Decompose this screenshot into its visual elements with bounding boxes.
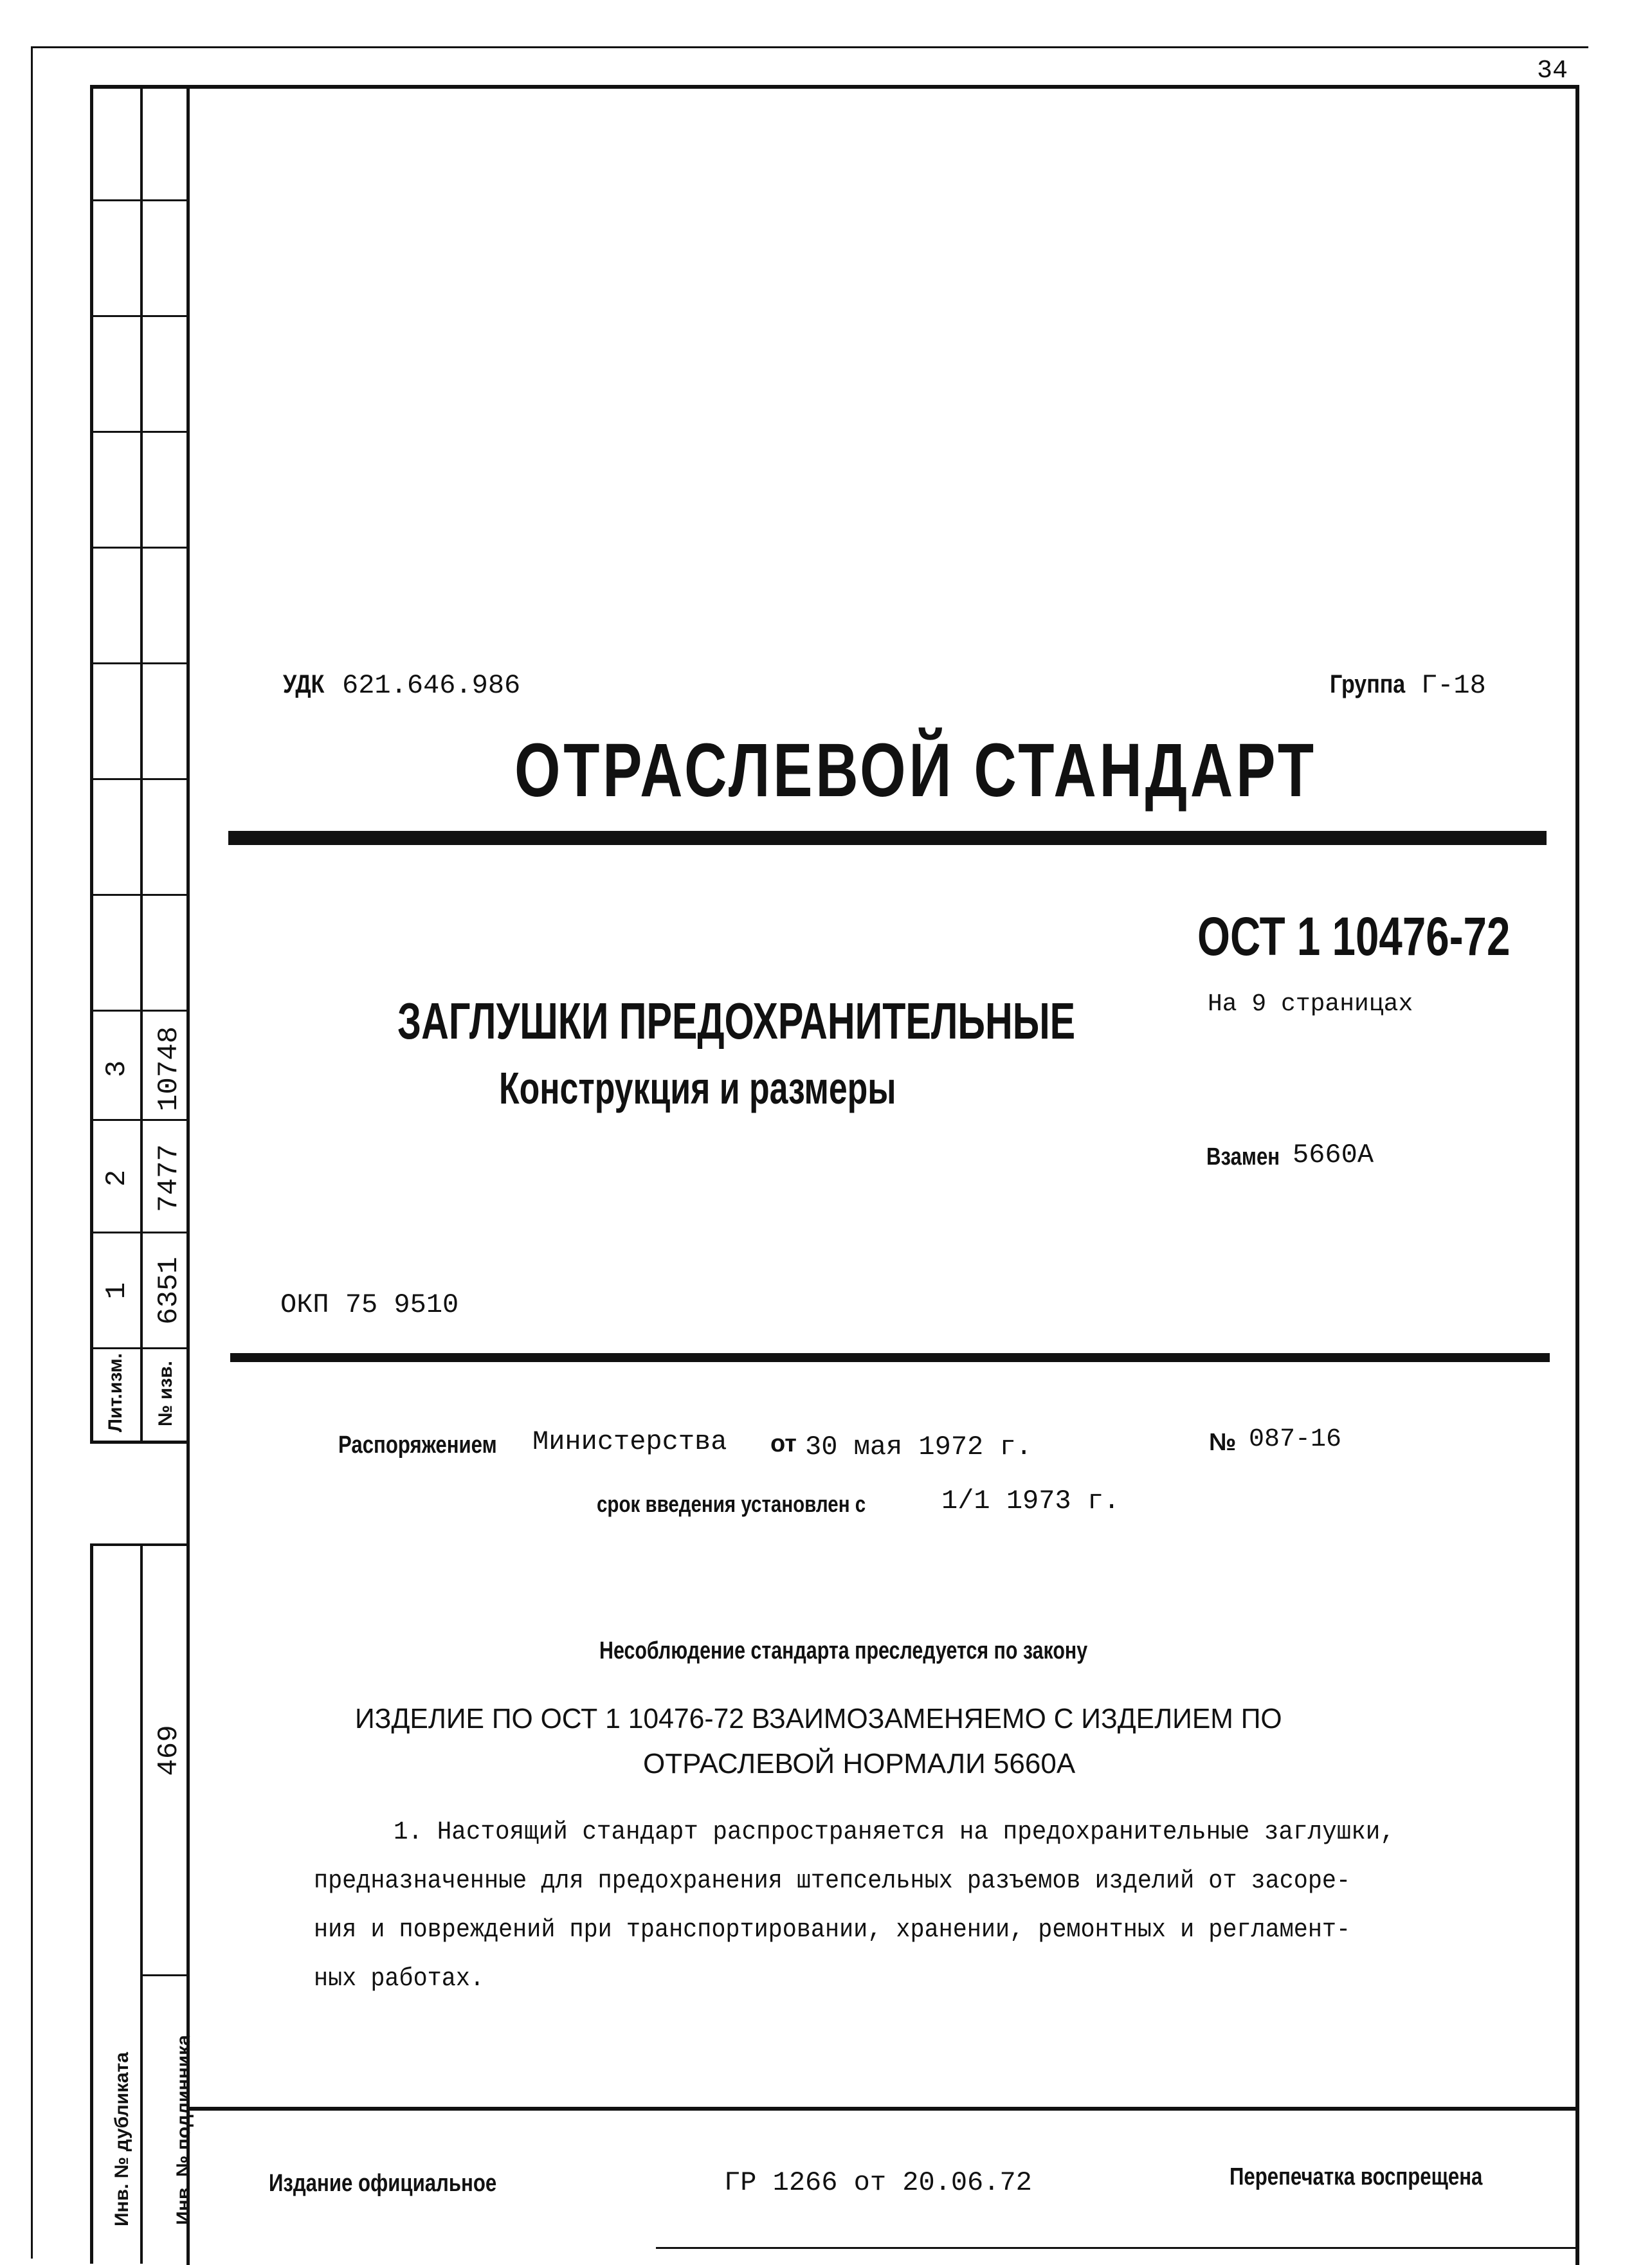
reprint-prohibited: Перепечатка воспрещена [1230, 2163, 1483, 2190]
effective-date: 1/1 1973 г. [941, 1486, 1120, 1516]
interchange-line-2: ОТРАСЛЕВОЙ НОРМАЛИ 5660А [643, 1748, 1076, 1779]
group-label: Группа [1330, 670, 1406, 698]
registration-number: ГР 1266 от 20.06.72 [724, 2167, 1032, 2198]
change-label: Лит.изм. [105, 1352, 126, 1432]
notice-number-10748: 10748 [153, 1026, 185, 1112]
standard-subtitle: Конструкция и размеры [499, 1063, 896, 1113]
standard-title: ЗАГЛУШКИ ПРЕДОХРАНИТЕЛЬНЫЕ [397, 992, 1076, 1050]
replaces-label: Взамен [1206, 1143, 1280, 1170]
change-number-3: 3 [101, 1060, 133, 1078]
original-inventory-label: Инв. № подлинника [173, 2035, 194, 2225]
decree-date: 30 мая 1972 г. [805, 1432, 1032, 1462]
interchange-line-1: ИЗДЕЛИЕ ПО ОСТ 1 10476-72 ВЗАИМОЗАМЕНЯЕМО С ИЗДЕЛИЕМ ПО [355, 1703, 1282, 1734]
ministry: Министерства [532, 1426, 727, 1457]
duplicate-inventory-label: Инв. № дубликата [111, 2051, 132, 2226]
paragraph-line-3: ния и повреждений при транспортировании, хранении, ремонтных и регламент- [314, 1916, 1351, 1945]
decree-from-label: от [770, 1430, 797, 1457]
group-value: Г-18 [1421, 670, 1486, 701]
change-number-2: 2 [101, 1169, 133, 1187]
legal-notice: Несоблюдение стандарта преследуется по закону [599, 1637, 1088, 1664]
paragraph-line-1: 1. Настоящий стандарт распространяется на предохранительные заглушки, [394, 1818, 1395, 1847]
standard-code: ОСТ 1 10476-72 [1197, 906, 1511, 967]
footer-rule [656, 2247, 1575, 2249]
official-edition: Издание официальное [269, 2170, 497, 2197]
main-title: ОТРАСЛЕВОЙ СТАНДАРТ [514, 728, 1317, 813]
effective-label: срок введения установлен с [597, 1491, 866, 1517]
title-rule [228, 831, 1547, 845]
notice-label: № изв. [155, 1361, 176, 1426]
udk-value: 621.646.986 [342, 670, 521, 701]
okp-rule [230, 1353, 1550, 1362]
replaces-value: 5660А [1293, 1140, 1374, 1170]
page-number: 34 [1537, 57, 1568, 86]
page-count: На 9 страницах [1208, 990, 1413, 1018]
paragraph-line-2: предназначенные для предохранения штепсельных разъемов изделий от засоре- [314, 1867, 1351, 1896]
decree-label: Распоряжением [338, 1432, 497, 1459]
okp-code: ОКП 75 9510 [280, 1289, 459, 1320]
paragraph-line-4: ных работах. [314, 1965, 485, 1994]
notice-number-6351: 6351 [153, 1257, 185, 1325]
decree-number-label: № [1209, 1429, 1237, 1456]
udk-label: УДК [283, 670, 325, 698]
notice-number-7477: 7477 [153, 1144, 185, 1212]
duplicate-inventory-number: 469 [153, 1725, 185, 1776]
decree-number: 087-16 [1249, 1425, 1342, 1454]
change-number-1: 1 [101, 1282, 133, 1300]
